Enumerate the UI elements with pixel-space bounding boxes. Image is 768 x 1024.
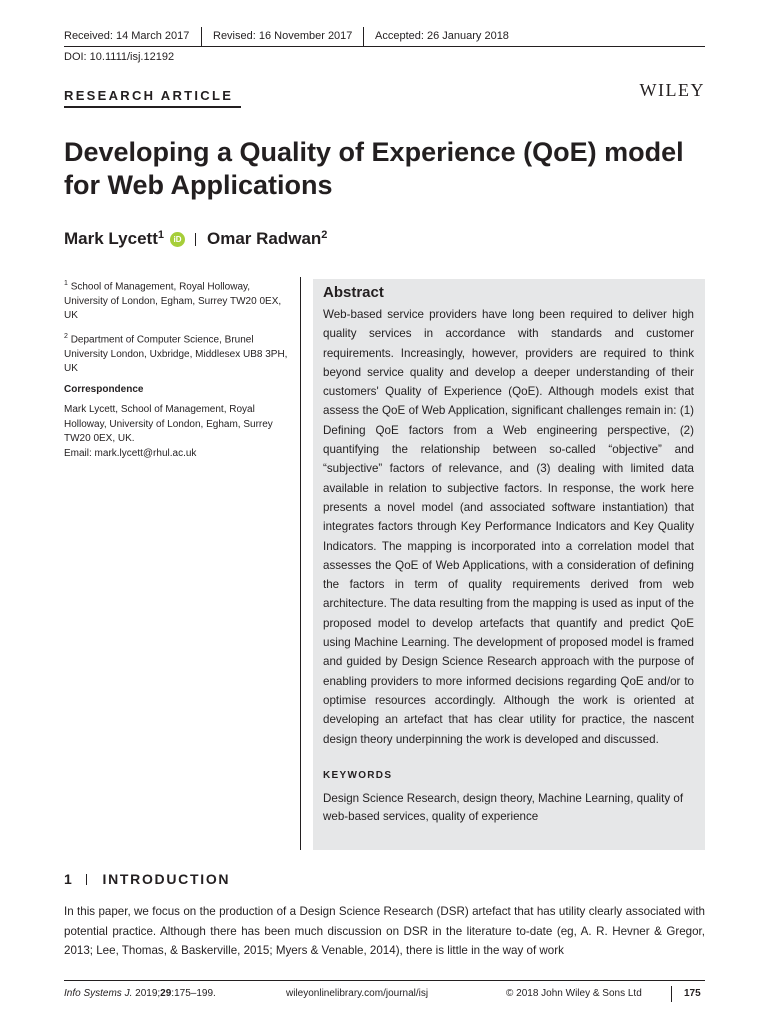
affiliation: $^2$ Department of Computer Science, Brunel University London, Uxbridge, Middlesex UB8 3PH, UK: [64, 332, 288, 375]
affiliation: $^1$ School of Management, Royal Holloway, University of London, Egham, Surrey TW20 0EX, UK: [64, 280, 282, 322]
correspondence-email[interactable]: Email: mark.lycett@rhul.ac.uk: [64, 447, 197, 459]
orcid-icon[interactable]: iD: [170, 232, 185, 247]
author-separator: [195, 233, 196, 246]
header-rule: [64, 46, 705, 47]
section-separator: [86, 874, 87, 885]
article-title: Developing a Quality of Experience (QoE) model for Web Applications: [64, 137, 684, 200]
footer-copyright: © 2018 John Wiley & Sons Ltd: [506, 988, 642, 999]
revised-date: Revised: 16 November 2017: [213, 30, 353, 42]
author-name[interactable]: Mark Lycett: [64, 229, 158, 248]
article-type: RESEARCH ARTICLE: [64, 88, 234, 103]
page-number: 175: [684, 988, 701, 999]
author-list: [64, 228, 327, 250]
accepted-date: Accepted: 26 January 2018: [375, 30, 509, 42]
received-date: Received: 14 March 2017: [64, 30, 190, 42]
abstract-body: Web-based service providers have long been required to deliver high quality services in accordance with standards and customer requirements. Increasingly, however, providers are required to think beyond service quality and develop a deeper understanding of their customers' Quality of Experience (QoE). Although models exist that assess the QoE of Web Application, significant challenges remain in: (1) Defining QoE factors from a Web engineering perspective, (2) quantifying the relationship between so-called “objective” and “subjective” factors of relevance, and (3) dealing with limited data available in relation to subjective factors. In response, the work here presents a novel model (and associated software instantiation) that integrates factors through Key Performance Indicators and Key Quality Indicators. The mapping is incorporated into a correlation model that assesses the QoE of Web Applications, with a consideration of defining the factors in term of quality requirements derived from web architecture. The data resulting from the mapping is used as input of the proposed model to develop artefacts that quantify and predict QoE using Machine Learning. The development of proposed model is framed and guided by Design Science Research approach with the purpose of enabling providers to more informed decisions regarding QoE and/or to optimise resources accordingly. Although the work is oriented at developing an artefact that has clear utility for practice, the nascent design theory underpinning the work is developed and discussed.: [323, 308, 694, 746]
abstract-heading: Abstract: [323, 284, 384, 301]
author-name[interactable]: Omar Radwan: [206, 229, 322, 248]
intro-paragraph: In this paper, we focus on the production of a Design Science Research (DSR) artefact that has utility clearly associated with potential practice. Although there has been much discussion on DSR in the literature to-date (eg, A. R. Hevner & Gregor, 2013; Lee, Thomas, & Baskerville, 2015; Myers & Venable, 2014), there is little in the way of work: [64, 905, 705, 957]
correspondence-heading: Correspondence: [64, 383, 144, 395]
section-number: 1: [64, 871, 74, 887]
footer-separator: [671, 986, 672, 1002]
keywords-list: Design Science Research, design theory, Machine Learning, quality of web-based services, quality of experience: [323, 791, 684, 823]
article-type-rule: [64, 106, 241, 108]
footer-rule: [64, 980, 705, 981]
footer-citation: Info Systems J. 2019;29:175–199.: [64, 988, 216, 999]
publisher-logo: WILEY: [639, 80, 705, 100]
abstract-box: [313, 279, 705, 850]
keywords-heading: KEYWORDS: [323, 769, 393, 781]
section-title: INTRODUCTION: [102, 871, 231, 887]
section-heading-introduction: [64, 870, 230, 888]
author-affiliation-marker: 2: [321, 229, 328, 241]
column-divider: [300, 277, 301, 850]
correspondence-address: Mark Lycett, School of Management, Royal Holloway, University of London, Egham, Surrey TW20 0EX, UK.: [64, 404, 273, 445]
footer-journal-url[interactable]: wileyonlinelibrary.com/journal/isj: [286, 988, 429, 999]
header-separator: [363, 27, 364, 46]
affiliation-column: [64, 277, 289, 461]
author-affiliation-marker: 1: [157, 229, 164, 241]
doi[interactable]: DOI: 10.1111/isj.12192: [64, 51, 175, 63]
header-separator: [201, 27, 202, 46]
